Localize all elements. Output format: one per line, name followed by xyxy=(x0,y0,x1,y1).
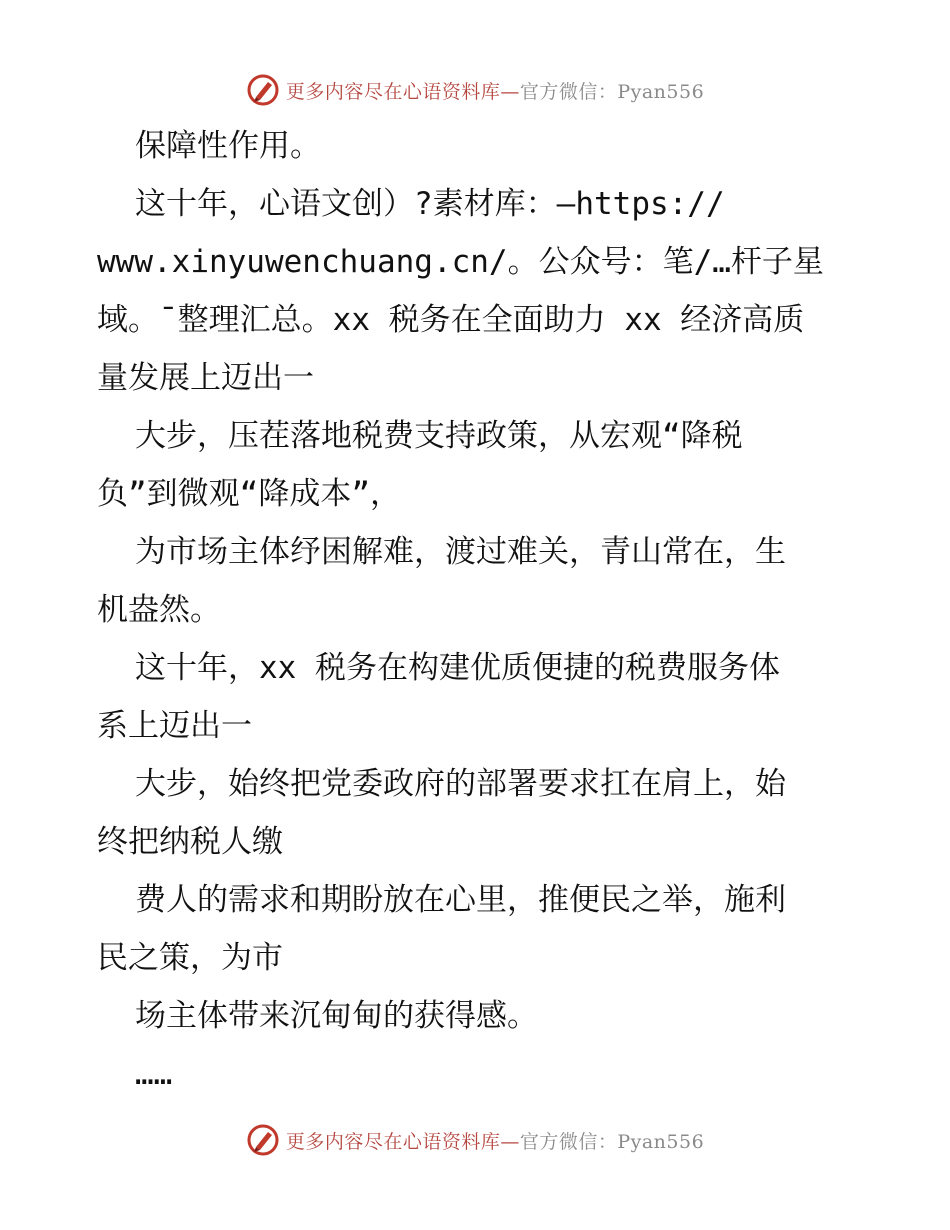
text-line: 这十年，心语文创）?素材库：—https:// xyxy=(135,186,725,222)
text-line: 保障性作用。 xyxy=(135,128,321,164)
text-line: 民之策，为市 xyxy=(97,940,283,976)
watermark-text: 更多内容尽在心语资料库—官方微信：Pyan556 xyxy=(285,80,705,103)
text-line: 这十年，xx 税务在构建优质便捷的税费服务体 xyxy=(135,650,780,686)
pen-logo-icon xyxy=(246,73,280,107)
text-line: 场主体带来沉甸甸的获得感。 xyxy=(135,998,538,1034)
text-line: 费人的需求和期盼放在心里，推便民之举，施利 xyxy=(135,882,786,918)
header-watermark xyxy=(0,70,950,110)
text-line: 大步，始终把党委政府的部署要求扛在肩上，始 xyxy=(135,766,786,802)
text-line: 系上迈出一 xyxy=(97,708,252,744)
text-line: www.xinyuwenchuang.cn/。公众号：笔/…杆子星 xyxy=(97,244,824,280)
text-line: 负”到微观“降成本”， xyxy=(97,476,401,512)
text-line: 域。¯整理汇总。xx 税务在全面助力 xx 经济高质 xyxy=(97,302,805,338)
text-line: 量发展上迈出一 xyxy=(97,360,314,396)
text-line: 机盎然。 xyxy=(97,592,221,628)
footer-watermark xyxy=(0,1120,950,1160)
text-line: 为市场主体纾困解难，渡过难关，青山常在，生 xyxy=(135,534,786,570)
text-line: 终把纳税人缴 xyxy=(97,824,283,860)
watermark-text: 更多内容尽在心语资料库—官方微信：Pyan556 xyxy=(285,1130,705,1153)
text-line: …… xyxy=(135,1056,173,1092)
text-line: 大步，压茬落地税费支持政策，从宏观“降税 xyxy=(135,418,743,454)
pen-logo-icon xyxy=(246,1123,280,1157)
document-body xyxy=(97,117,857,1103)
